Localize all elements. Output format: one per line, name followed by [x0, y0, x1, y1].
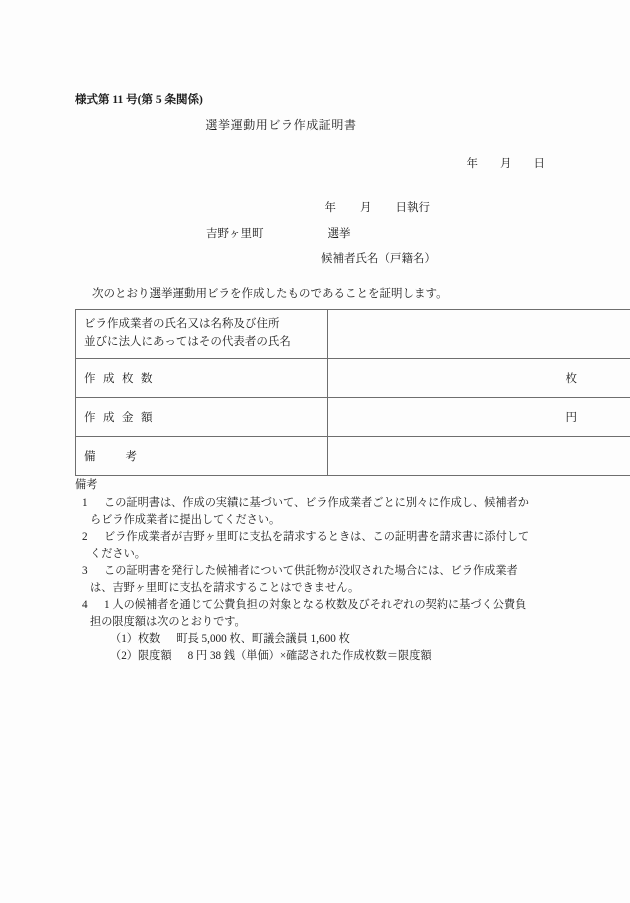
- issue-date-line: [0, 155, 545, 171]
- maker-info-label-cell: [76, 310, 328, 359]
- maker-info-label-line1: ビラ作成業者の氏名又は名称及び住所: [84, 318, 280, 331]
- issue-date-year: 年: [466, 158, 478, 170]
- note-text: [90, 495, 575, 529]
- note-line-2: らビラ作成業者に提出してください。: [90, 514, 281, 527]
- note-sub-item-2: [110, 648, 575, 665]
- amount-unit: 円: [565, 412, 577, 424]
- remarks-label: 備考: [84, 451, 167, 463]
- table-row: [76, 398, 630, 437]
- quantity-label-cell: [76, 359, 328, 398]
- certification-statement: 次のとおり選挙運動用ビラを作成したものであることを証明します。: [92, 288, 448, 300]
- note-item-4: [75, 597, 575, 665]
- note-line-1: この証明書は、作成の実績に基づいて、ビラ作成業者ごとに別々に作成し、候補者か: [104, 497, 529, 510]
- certificate-table: [75, 309, 630, 476]
- maker-info-label-line2: 並びに法人にあってはその代表者の氏名: [84, 336, 291, 348]
- election-info-block: [0, 203, 436, 280]
- document-title: 選挙運動用ビラ作成証明書: [205, 118, 357, 132]
- remarks-value-cell[interactable]: [328, 437, 630, 476]
- note-line-1: この証明書を発行した候補者について供託物が没収された場合には、ビラ作成業者: [104, 565, 518, 578]
- note-line-2: は、吉野ヶ里町に支払を請求することはできません。: [90, 582, 360, 595]
- note-line-1: 1 人の候補者を通じて公費負担の対象となる枚数及びそれぞれの契約に基づく公費負: [104, 599, 527, 612]
- note-line-1: ビラ作成業者が吉野ヶ里町に支払を請求するときは、この証明書を請求書に添付して: [104, 531, 530, 544]
- table-row: [76, 310, 630, 359]
- note-text: [90, 563, 575, 597]
- remarks-label-cell: [76, 437, 328, 476]
- notes-section: [75, 477, 575, 665]
- candidate-name-label: 候補者氏名（戸籍名）: [321, 253, 436, 265]
- table-row: [76, 437, 630, 476]
- note-number: 2: [82, 531, 88, 544]
- note-item-1: [75, 495, 575, 529]
- note-sub-item-1: [110, 631, 575, 648]
- exec-month: 月: [360, 202, 372, 214]
- sub-item-marker: （2）: [110, 650, 138, 663]
- sub-item-value: 町長 5,000 枚、町議会議員 1,600 枚: [176, 633, 350, 646]
- note-number: 1: [82, 497, 88, 510]
- amount-value-cell[interactable]: [328, 398, 630, 437]
- quantity-label: 作成枚数: [84, 373, 160, 385]
- note-item-2: [75, 529, 575, 563]
- table-row: [76, 359, 630, 398]
- election-municipality-row: [0, 229, 436, 241]
- note-number: 3: [82, 565, 88, 578]
- notes-heading: 備考: [75, 479, 98, 491]
- note-text: [90, 597, 575, 665]
- sub-item-marker: （1）: [110, 633, 138, 646]
- note-line-2: ください。: [90, 548, 146, 561]
- note-item-3: [75, 563, 575, 597]
- sub-item-label: 限度額: [137, 650, 172, 663]
- sub-item-value: 8 円 38 銭（単価）×確認された作成枚数＝限度額: [187, 650, 432, 663]
- note-number: 4: [82, 599, 88, 612]
- issue-date-month: 月: [500, 158, 512, 170]
- sub-item-label: 枚数: [137, 633, 161, 646]
- form-number: 様式第 11 号(第 5 条関係): [75, 94, 203, 106]
- maker-info-value-cell[interactable]: [328, 310, 630, 359]
- quantity-unit: 枚: [565, 373, 577, 385]
- amount-label: 作成金額: [84, 412, 160, 424]
- note-line-2: 担の限度額は次のとおりです。: [90, 616, 246, 629]
- issue-date-day: 日: [533, 158, 545, 170]
- exec-day: 日執行: [395, 202, 430, 214]
- election-word: 選挙: [327, 227, 351, 240]
- quantity-value-cell[interactable]: [328, 359, 630, 398]
- election-execution-date: [0, 203, 436, 215]
- note-text: [90, 529, 575, 563]
- exec-year: 年: [324, 202, 336, 214]
- municipality-name: 吉野ヶ里町: [206, 227, 264, 240]
- amount-label-cell: [76, 398, 328, 437]
